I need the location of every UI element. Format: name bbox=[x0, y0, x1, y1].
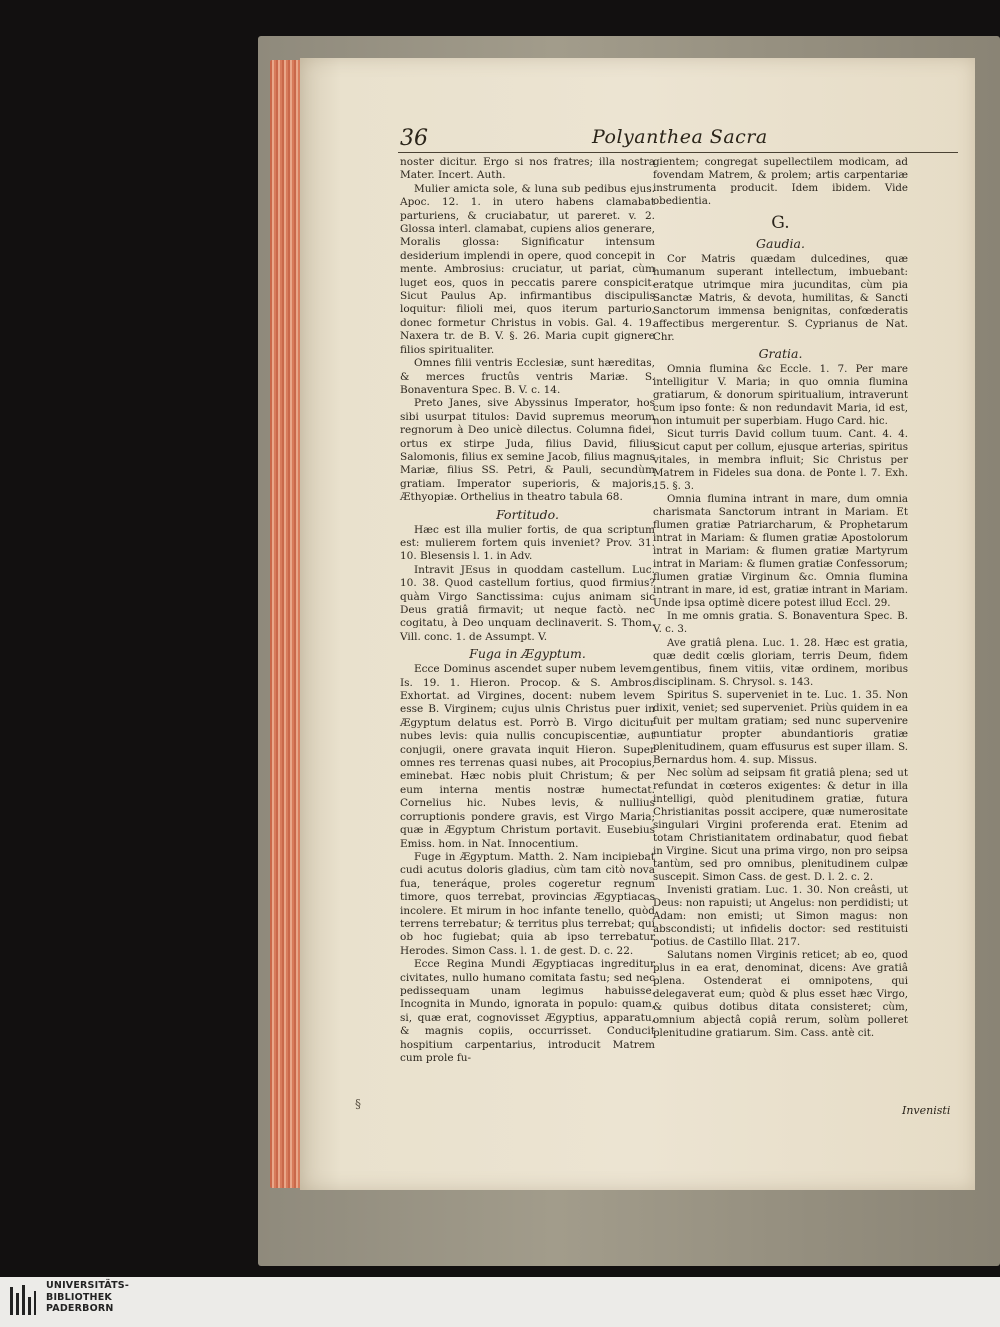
text-paragraph: Preto Janes, sive Abyssinus Imperator, hos sibi usurpat titulos: David supremus meorum regnorum à Deo unicè dilectus. Columna fidei, ortus ex stirpe Juda, filius David, filius Salomonis, filius ex semine Jacob, filius magnus Mariæ, filius SS. Petri, & Pauli, secundùm gratiam. Imperator superioris, & majoris, Æthyopiæ. Orthelius in theatro tabula 68. bbox=[400, 397, 655, 504]
section-heading: Gratia. bbox=[758, 346, 803, 362]
text-paragraph: Fuge in Ægyptum. Matth. 2. Nam incipiebat cudi acutus doloris gladius, cùm tam citò nova fua, teneráque, proles cogeretur regnum timore, quos terrebat, provincias Ægyptiacas incolere. Et mirum in hoc infante tenello, quòd terrens terrebatur; & territus plus terrebat; qui ob hoc fugiebat; quia ab ipso terrebatur Herodes. Simon Cass. l. 1. de gest. D. c. 22. bbox=[400, 850, 655, 957]
text-paragraph: Ecce Regina Mundi Ægyptiacas ingreditur civitates, nullo humano comitata fastu; sed nec pedissequam unam legimus habuisse. Incognita in Mundo, ignorata in populo: quam, si, quæ erat, cognovisset Ægyptius, apparatu, & magnis copiis, occurrisset. Conducit hospitium carpentarius, introducit Matrem cum prole fu- bbox=[400, 958, 655, 1064]
section-heading: Fortitudo. bbox=[496, 506, 559, 522]
text-paragraph: Omnes filii ventris Ecclesiæ, sunt hæreditas, & merces fructûs ventris Mariæ. S. Bonaventura Spec. B. V. c. 14. bbox=[400, 357, 655, 396]
text-paragraph: Mulier amicta sole, & luna sub pedibus ejus. Apoc. 12. 1. in utero habens clamabat parturiens, & cruciabatur, ut pareret. v. 2. Glossa interl. clamabat, cupiens alios generare, Moralis glossa: Significatur intensum desiderium implendi in opere, quod concepit in mente. Ambrosius: cruciatur, ut pariat, cùm luget eos, quos in peccatis parere conspicit. Sicut Paulus Ap. infirmantibus discipulis loquitur: filioli mei, quos iterum parturio, donec formetur Christus in vobis. Gal. 4. 19. Naxera tr. de B. V. §. 26. Maria cupit gignere filios spiritualiter. bbox=[400, 182, 655, 356]
text-paragraph: Salutans nomen Virginis reticet; ab eo, quod plus in ea erat, denominat, dicens: Ave gratiâ plena. Ostenderat ei omnipotens, qui delegaverat eum; quòd & plus esset hæc Virgo, & quibus dotibus ditata consisteret; cùm, omnium abjectâ copiâ rerum, solùm polleret plenitudine gratiarum. Sim. Cass. antè cit. bbox=[653, 948, 908, 1039]
page-number: 36 bbox=[400, 126, 428, 151]
text-paragraph: Cor Matris quædam dulcedines, quæ humanum superant intellectum, imbuebant: eratque utrimque mira jucunditas, cùm pia Sanctæ Matris, & devota, humilitas, & Sancti Sanctorum immensa benignitas, confœderatis affectibus mergerentur. S. Cyprianus de Nat. Chr. bbox=[653, 253, 908, 344]
text-paragraph: Hæc est illa mulier fortis, de qua scriptum est: mulierem fortem quis inveniet? Prov. 31. 10. Blesensis l. 1. in Adv. bbox=[400, 523, 655, 563]
section-heading: Fuga in Ægyptum. bbox=[469, 646, 586, 662]
text-paragraph: Nec solùm ad seipsam fit gratiâ plena; sed ut refundat in cœteros exigentes: & detur in illa intelligi, quòd plenitudinem gratiæ, futura Christianitas possit accipere, quæ numerositate singulari Virgini proferenda erat. Etenim ad totam Christianitatem ordinabatur, quod fiebat in Virgine. Sicut una prima virgo, non pro seipsa tantùm, sed pro omnibus, plenitudinem culpæ suscepit. Simon Cass. de gest. D. l. 2. c. 2. bbox=[653, 766, 908, 883]
right-column bbox=[653, 156, 908, 1040]
left-column bbox=[400, 156, 655, 1065]
institution-name bbox=[46, 1280, 129, 1315]
footer-bar bbox=[0, 1277, 1000, 1327]
text-paragraph: In me omnis gratia. S. Bonaventura Spec. B. V. c. 3. bbox=[653, 610, 908, 636]
text-paragraph: Sicut turris David collum tuum. Cant. 4. 4. Sicut caput per collum, ejusque arterias, spiritus vitales, in membra influit; Sic Christus per Matrem in Fideles sua dona. de Ponte l. 7. Exh. 15. §. 3. bbox=[653, 428, 908, 493]
text-paragraph: Ave gratiâ plena. Luc. 1. 28. Hæc est gratia, quæ dedit cœlis gloriam, terris Deum, fidem gentibus, finem vitiis, vitæ ordinem, moribus disciplinam. S. Chrysol. s. 143. bbox=[653, 636, 908, 688]
running-title: Polyanthea Sacra bbox=[592, 126, 768, 148]
text-paragraph: gientem; congregat supellectilem modicam, ad fovendam Matrem, & prolem; artis carpentariæ instrumenta producit. Idem ibidem. Vide obedientia. bbox=[653, 156, 908, 208]
institution-line-2: BIBLIOTHEK bbox=[46, 1291, 112, 1303]
institution-line-1: UNIVERSITÄTS- bbox=[46, 1280, 129, 1291]
library-logo-icon bbox=[8, 1283, 38, 1319]
text-paragraph: Omnia flumina intrant in mare, dum omnia charismata Sanctorum intrant in Mariam. Et flumen gratiæ Patriarcharum, & Prophetarum intrat in Mariam: & flumen gratiæ Apostolorum intrat in Mariam: & flumen gratiæ Martyrum intrat in Mariam: & flumen gratiæ Confessorum; flumen gratiæ Virginum &c. Omnia flumina intrant in mare, id est, gratiæ intrant in Mariam. Unde ipsa optimè dicere potest illud Eccl. 29. bbox=[653, 493, 908, 610]
text-paragraph: Spiritus S. superveniet in te. Luc. 1. 35. Non dixit, veniet; sed superveniet. Priùs quidem in ea fuit per multam gratiam; sed nunc supervenire nuntiatur propter abundantioris gratiæ plenitudinem, quam effusurus est super illam. S. Bernardus hom. 4. sup. Missus. bbox=[653, 688, 908, 766]
text-paragraph: Invenisti gratiam. Luc. 1. 30. Non creâsti, ut Deus: non rapuisti; ut Angelus: non perdidisti; ut Adam: non emisti; ut Simon magus: non abscondisti; ut infidelis doctor: sed restituisti potius. de Castillo Illat. 217. bbox=[653, 883, 908, 948]
text-paragraph: Ecce Dominus ascendet super nubem levem. Is. 19. 1. Hieron. Procop. & S. Ambros. Exhortat. ad Virgines, docent: nubem levem esse B. Virginem; cujus ulnis Christus puer in Ægyptum delatus est. Porrò B. Virgo dicitur nubes levis: quia nullis concupiscentiæ, aut conjugii, onere gravata inquit Hieron. Super omnes res terrenas quasi nubes, ait Procopius, eminebat. Hæc nobis pluit Christum; & per eum interna mentis nostræ humectat. Cornelius hic. Nubes levis, & nullius corruptionis pondere gravis, est Virgo Maria; quæ in Ægyptum Christum portavit. Eusebius Emiss. hom. in Nat. Innocentium. bbox=[400, 663, 655, 850]
text-paragraph: Intravit JEsus in quoddam castellum. Luc. 10. 38. Quod castellum fortius, quod firmius? quàm Virgo Sanctissima: cujus animam sic Deus gratiâ firmavit; ut neque factò. nec cogitatu, à Deo unquam declinaverit. S. Thom. Vill. conc. 1. de Assumpt. V. bbox=[400, 563, 655, 643]
letter-heading: G. bbox=[771, 213, 790, 234]
institution-line-3: PADERBORN bbox=[46, 1303, 114, 1314]
section-heading: Gaudia. bbox=[756, 236, 805, 252]
text-paragraph: noster dicitur. Ergo si nos fratres; illa nostra Mater. Incert. Auth. bbox=[400, 156, 655, 182]
catchword: Invenisti bbox=[902, 1104, 951, 1117]
header-rule bbox=[398, 152, 958, 153]
margin-mark: § bbox=[355, 1097, 361, 1111]
text-paragraph: Omnia flumina &c Eccle. 1. 7. Per mare intelligitur V. Maria; in quo omnia flumina gratiarum, & donorum spiritualium, intraverunt cum ipso fonte: & non redundavit Maria, id est, non intumuit per superbiam. Hugo Card. hic. bbox=[653, 363, 908, 428]
